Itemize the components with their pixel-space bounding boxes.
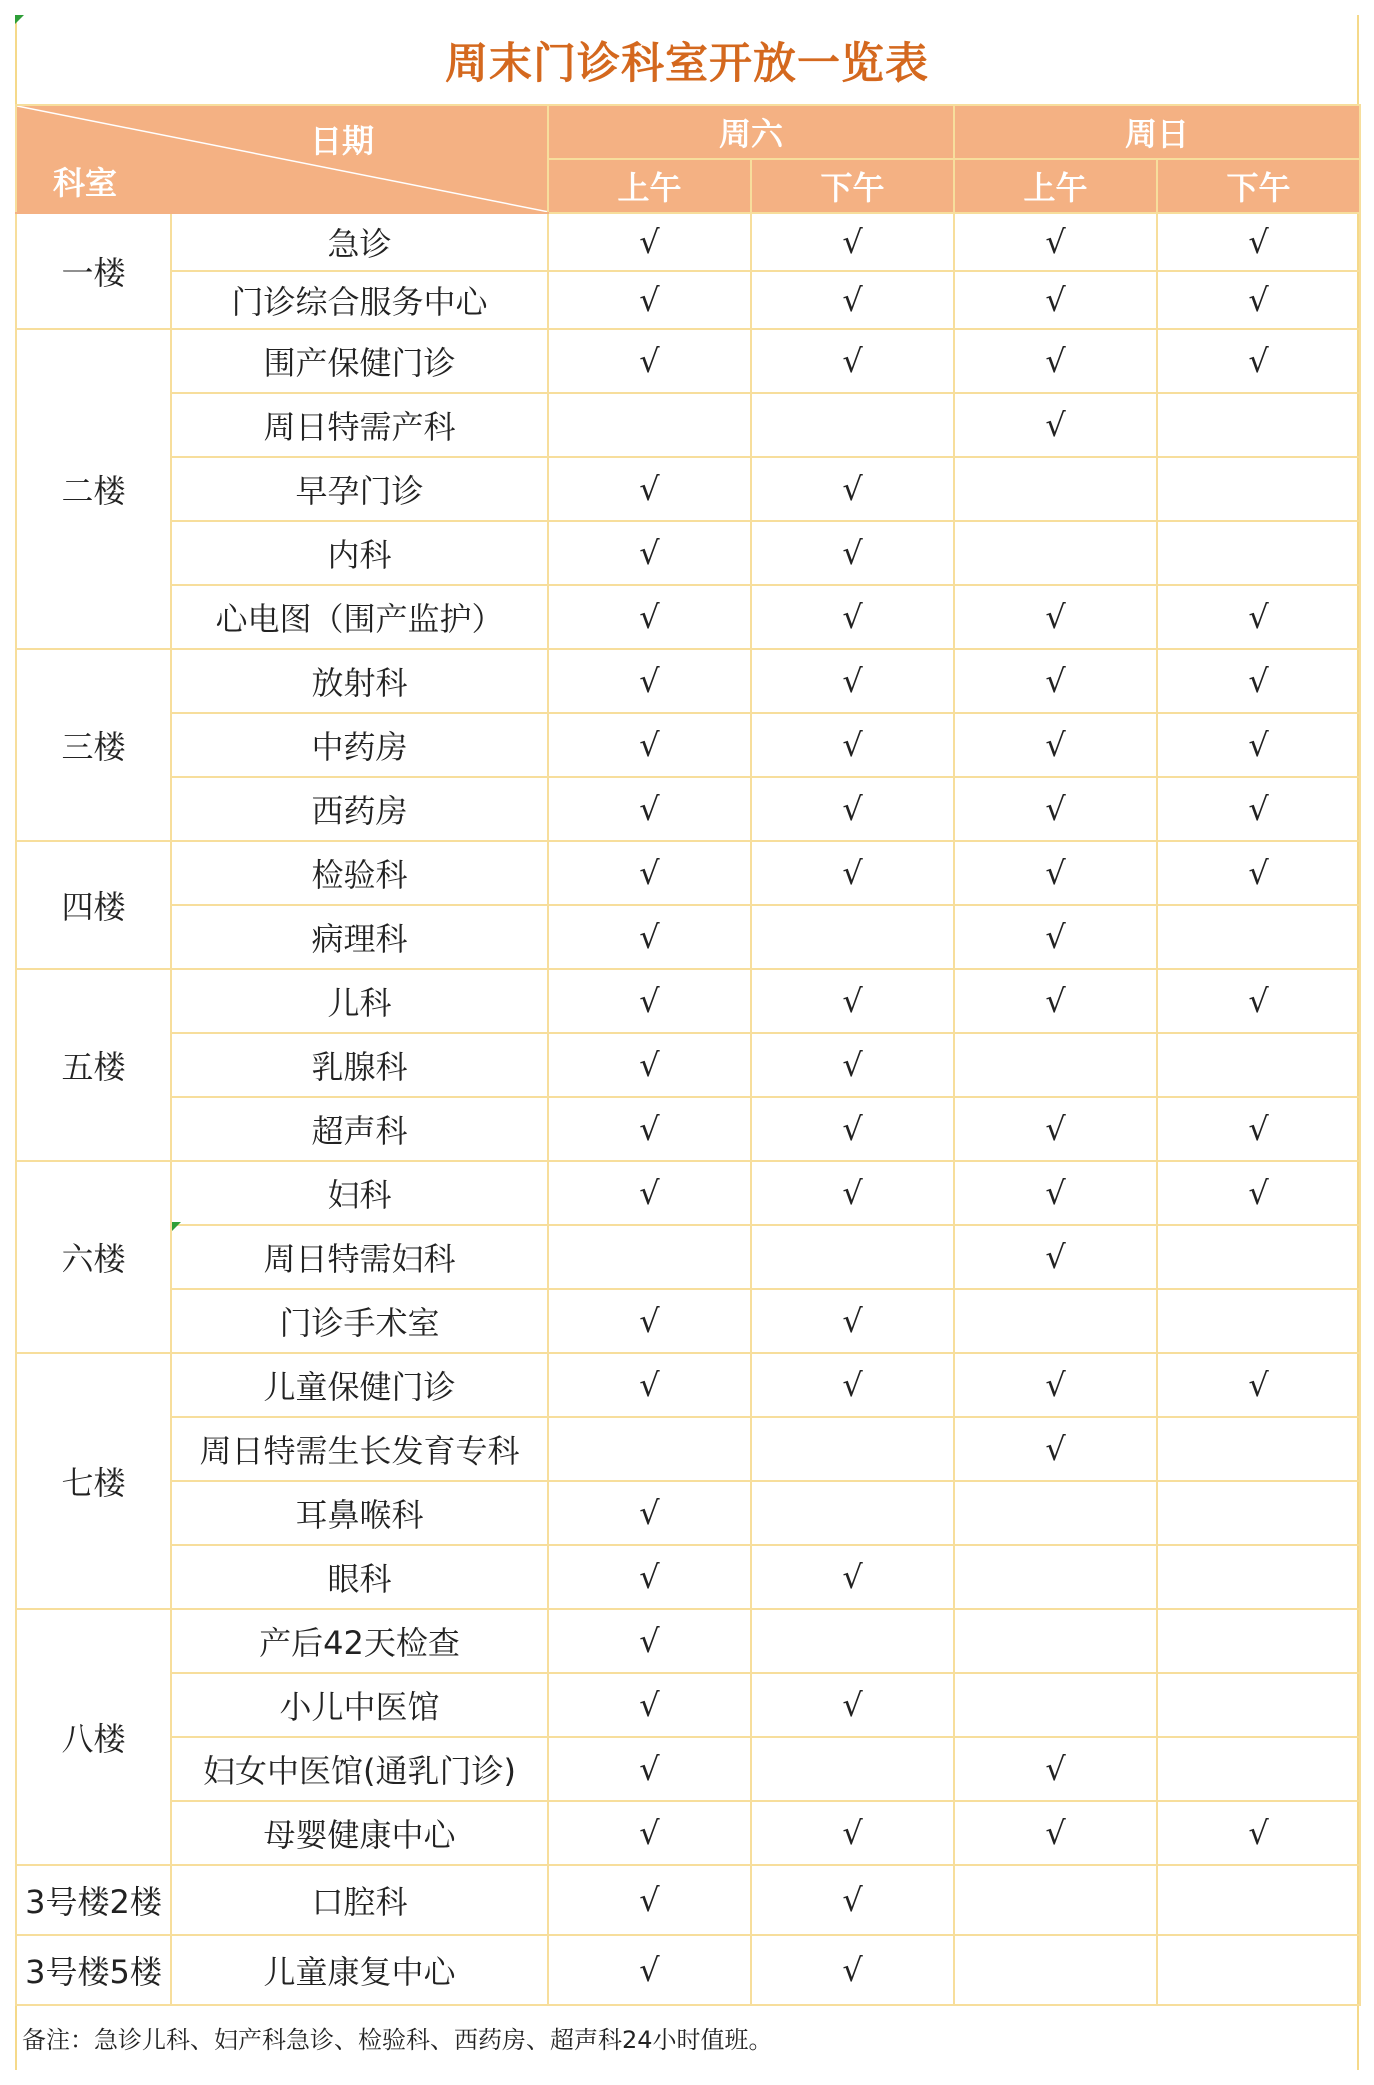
availability-cell-sat-pm — [751, 1609, 954, 1673]
check-mark: √ — [1248, 662, 1269, 700]
department-name: 妇女中医馆(通乳门诊) — [171, 1737, 548, 1801]
availability-cell-sun-am — [954, 329, 1157, 393]
table-row — [16, 713, 1360, 777]
availability-cell-sat-pm — [751, 649, 954, 713]
department-name: 母婴健康中心 — [171, 1801, 548, 1865]
availability-cell-sat-pm — [751, 1737, 954, 1801]
availability-cell-sat-am — [548, 1417, 751, 1481]
availability-cell-sat-am — [548, 1097, 751, 1161]
check-mark: √ — [842, 1558, 863, 1596]
check-mark: √ — [639, 790, 660, 828]
availability-cell-sat-am — [548, 213, 751, 271]
department-name: 放射科 — [171, 649, 548, 713]
availability-cell-sat-pm — [751, 329, 954, 393]
check-mark: √ — [1045, 1110, 1066, 1148]
sunday-pm-header: 下午 — [1157, 159, 1360, 213]
department-name: 急诊 — [171, 213, 548, 271]
availability-cell-sun-am — [954, 713, 1157, 777]
department-name: 超声科 — [171, 1097, 548, 1161]
availability-cell-sun-pm — [1157, 1737, 1360, 1801]
check-mark: √ — [1045, 982, 1066, 1020]
floor-label: 六楼 — [16, 1161, 171, 1353]
check-mark: √ — [842, 1110, 863, 1148]
availability-cell-sun-am — [954, 841, 1157, 905]
check-mark: √ — [639, 598, 660, 636]
check-mark: √ — [842, 854, 863, 892]
check-mark: √ — [639, 1622, 660, 1660]
availability-cell-sun-pm — [1157, 213, 1360, 271]
department-name: 儿科 — [171, 969, 548, 1033]
page-title: 周末门诊科室开放一览表 — [445, 39, 929, 89]
check-mark: √ — [639, 982, 660, 1020]
check-mark: √ — [639, 662, 660, 700]
check-mark: √ — [1045, 1750, 1066, 1788]
floor-label: 二楼 — [16, 329, 171, 649]
table-row — [16, 1737, 1360, 1801]
department-name: 耳鼻喉科 — [171, 1481, 548, 1545]
availability-cell-sat-pm — [751, 1417, 954, 1481]
saturday-am-header: 上午 — [548, 159, 751, 213]
check-mark: √ — [842, 1951, 863, 1989]
availability-cell-sat-am — [548, 1801, 751, 1865]
table-row — [16, 213, 1360, 271]
check-mark: √ — [1045, 1238, 1066, 1276]
availability-cell-sun-pm — [1157, 393, 1360, 457]
availability-cell-sun-pm — [1157, 1417, 1360, 1481]
availability-cell-sun-am — [954, 1481, 1157, 1545]
availability-cell-sun-am — [954, 1033, 1157, 1097]
check-mark: √ — [1248, 1110, 1269, 1148]
availability-cell-sat-pm — [751, 457, 954, 521]
availability-cell-sun-am — [954, 1865, 1157, 1935]
check-mark: √ — [639, 1750, 660, 1788]
check-mark: √ — [1248, 1814, 1269, 1852]
table-row — [16, 1289, 1360, 1353]
availability-cell-sat-pm — [751, 713, 954, 777]
check-mark: √ — [639, 1366, 660, 1404]
diagonal-header-cell — [16, 105, 548, 213]
availability-cell-sun-am — [954, 521, 1157, 585]
schedule-table — [15, 104, 1361, 2006]
check-mark: √ — [1045, 1366, 1066, 1404]
check-mark: √ — [1045, 406, 1066, 444]
check-mark: √ — [1045, 1814, 1066, 1852]
check-mark: √ — [639, 1302, 660, 1340]
sunday-am-header: 上午 — [954, 159, 1157, 213]
check-mark: √ — [1045, 854, 1066, 892]
check-mark: √ — [639, 1881, 660, 1919]
table-row — [16, 841, 1360, 905]
table-row — [16, 329, 1360, 393]
availability-cell-sat-am — [548, 1225, 751, 1289]
check-mark: √ — [1248, 854, 1269, 892]
department-name: 围产保健门诊 — [171, 329, 548, 393]
footnote: 备注：急诊儿科、妇产科急诊、检验科、西药房、超声科24小时值班。 — [22, 2026, 773, 2054]
floor-label: 三楼 — [16, 649, 171, 841]
check-mark: √ — [1248, 223, 1269, 261]
header-row-days — [16, 105, 1360, 159]
availability-cell-sun-am — [954, 1225, 1157, 1289]
availability-cell-sat-pm — [751, 521, 954, 585]
check-mark: √ — [639, 1046, 660, 1084]
department-name: 心电图（围产监护） — [171, 585, 548, 649]
availability-cell-sat-pm — [751, 969, 954, 1033]
check-mark: √ — [639, 534, 660, 572]
availability-cell-sun-pm — [1157, 1161, 1360, 1225]
availability-cell-sun-pm — [1157, 1353, 1360, 1417]
floor-label: 八楼 — [16, 1609, 171, 1865]
availability-cell-sun-am — [954, 1417, 1157, 1481]
cell-marker-icon — [172, 1222, 181, 1231]
availability-cell-sun-am — [954, 1545, 1157, 1609]
check-mark: √ — [1248, 982, 1269, 1020]
availability-cell-sat-am — [548, 585, 751, 649]
check-mark: √ — [639, 918, 660, 956]
department-name: 病理科 — [171, 905, 548, 969]
check-mark: √ — [842, 470, 863, 508]
check-mark: √ — [842, 662, 863, 700]
availability-cell-sat-am — [548, 713, 751, 777]
saturday-header: 周六 — [548, 105, 954, 159]
check-mark: √ — [842, 726, 863, 764]
availability-cell-sat-am — [548, 1353, 751, 1417]
sunday-header: 周日 — [954, 105, 1360, 159]
department-name: 周日特需妇科 — [171, 1225, 548, 1289]
check-mark: √ — [842, 790, 863, 828]
table-row — [16, 1673, 1360, 1737]
check-mark: √ — [639, 1174, 660, 1212]
availability-cell-sun-am — [954, 457, 1157, 521]
table-row — [16, 649, 1360, 713]
availability-cell-sat-pm — [751, 1097, 954, 1161]
availability-cell-sat-pm — [751, 1161, 954, 1225]
availability-cell-sat-am — [548, 329, 751, 393]
department-name: 中药房 — [171, 713, 548, 777]
department-name: 儿童康复中心 — [171, 1935, 548, 2005]
department-name: 门诊综合服务中心 — [171, 271, 548, 329]
check-mark: √ — [842, 1174, 863, 1212]
availability-cell-sat-am — [548, 649, 751, 713]
availability-cell-sun-pm — [1157, 1225, 1360, 1289]
availability-cell-sun-am — [954, 393, 1157, 457]
check-mark: √ — [842, 1814, 863, 1852]
check-mark: √ — [842, 982, 863, 1020]
table-row — [16, 1033, 1360, 1097]
availability-cell-sun-pm — [1157, 585, 1360, 649]
department-name: 口腔科 — [171, 1865, 548, 1935]
check-mark: √ — [639, 1558, 660, 1596]
availability-cell-sun-pm — [1157, 969, 1360, 1033]
check-mark: √ — [639, 1686, 660, 1724]
availability-cell-sat-pm — [751, 213, 954, 271]
check-mark: √ — [639, 726, 660, 764]
department-name: 产后42天检查 — [171, 1609, 548, 1673]
check-mark: √ — [1045, 223, 1066, 261]
availability-cell-sat-am — [548, 969, 751, 1033]
availability-cell-sun-am — [954, 1935, 1157, 2005]
availability-cell-sat-pm — [751, 841, 954, 905]
check-mark: √ — [639, 281, 660, 319]
availability-cell-sat-pm — [751, 777, 954, 841]
check-mark: √ — [842, 1686, 863, 1724]
department-name: 内科 — [171, 521, 548, 585]
availability-cell-sat-pm — [751, 1353, 954, 1417]
availability-cell-sat-pm — [751, 1481, 954, 1545]
check-mark: √ — [639, 1110, 660, 1148]
check-mark: √ — [1248, 281, 1269, 319]
check-mark: √ — [1248, 726, 1269, 764]
check-mark: √ — [1045, 790, 1066, 828]
room-header-label: 科室 — [53, 164, 118, 202]
table-row — [16, 457, 1360, 521]
availability-cell-sat-am — [548, 1161, 751, 1225]
check-mark: √ — [1045, 1174, 1066, 1212]
check-mark: √ — [842, 223, 863, 261]
availability-cell-sun-pm — [1157, 1097, 1360, 1161]
availability-cell-sun-am — [954, 905, 1157, 969]
table-row — [16, 1935, 1360, 2005]
availability-cell-sat-pm — [751, 1289, 954, 1353]
check-mark: √ — [842, 1302, 863, 1340]
floor-label: 3号楼2楼 — [16, 1865, 171, 1935]
availability-cell-sun-pm — [1157, 713, 1360, 777]
availability-cell-sun-pm — [1157, 649, 1360, 713]
availability-cell-sun-am — [954, 1673, 1157, 1737]
check-mark: √ — [639, 854, 660, 892]
availability-cell-sun-am — [954, 1801, 1157, 1865]
availability-cell-sun-pm — [1157, 1481, 1360, 1545]
table-row — [16, 271, 1360, 329]
floor-label: 一楼 — [16, 213, 171, 329]
availability-cell-sat-pm — [751, 1225, 954, 1289]
department-name: 周日特需生长发育专科 — [171, 1417, 548, 1481]
check-mark: √ — [639, 1494, 660, 1532]
check-mark: √ — [842, 1881, 863, 1919]
availability-cell-sun-pm — [1157, 777, 1360, 841]
availability-cell-sat-am — [548, 841, 751, 905]
table-row — [16, 585, 1360, 649]
department-name: 妇科 — [171, 1161, 548, 1225]
availability-cell-sat-pm — [751, 1935, 954, 2005]
check-mark: √ — [1045, 918, 1066, 956]
availability-cell-sat-pm — [751, 1033, 954, 1097]
department-name: 门诊手术室 — [171, 1289, 548, 1353]
department-name: 小儿中医馆 — [171, 1673, 548, 1737]
check-mark: √ — [1248, 342, 1269, 380]
availability-cell-sat-am — [548, 1673, 751, 1737]
availability-cell-sun-pm — [1157, 841, 1360, 905]
availability-cell-sat-am — [548, 393, 751, 457]
department-name: 检验科 — [171, 841, 548, 905]
availability-cell-sat-pm — [751, 1865, 954, 1935]
availability-cell-sat-pm — [751, 1545, 954, 1609]
availability-cell-sun-am — [954, 1353, 1157, 1417]
date-header-label: 日期 — [309, 122, 374, 160]
availability-cell-sun-pm — [1157, 1865, 1360, 1935]
check-mark: √ — [842, 534, 863, 572]
availability-cell-sun-pm — [1157, 457, 1360, 521]
availability-cell-sat-pm — [751, 271, 954, 329]
availability-cell-sat-pm — [751, 1673, 954, 1737]
floor-label: 四楼 — [16, 841, 171, 969]
availability-cell-sun-am — [954, 585, 1157, 649]
availability-cell-sat-am — [548, 777, 751, 841]
check-mark: √ — [1045, 598, 1066, 636]
table-row — [16, 1417, 1360, 1481]
floor-label: 七楼 — [16, 1353, 171, 1609]
check-mark: √ — [639, 470, 660, 508]
table-row — [16, 1225, 1360, 1289]
availability-cell-sun-pm — [1157, 905, 1360, 969]
availability-cell-sat-am — [548, 1545, 751, 1609]
availability-cell-sun-am — [954, 213, 1157, 271]
check-mark: √ — [1248, 1174, 1269, 1212]
department-name: 西药房 — [171, 777, 548, 841]
check-mark: √ — [1248, 598, 1269, 636]
check-mark: √ — [1045, 1430, 1066, 1468]
check-mark: √ — [1248, 790, 1269, 828]
check-mark: √ — [1045, 281, 1066, 319]
availability-cell-sat-am — [548, 905, 751, 969]
availability-cell-sat-am — [548, 1481, 751, 1545]
availability-cell-sun-am — [954, 777, 1157, 841]
availability-cell-sat-am — [548, 521, 751, 585]
check-mark: √ — [639, 342, 660, 380]
check-mark: √ — [842, 342, 863, 380]
check-mark: √ — [1045, 662, 1066, 700]
table-row — [16, 1161, 1360, 1225]
table-row — [16, 521, 1360, 585]
availability-cell-sun-pm — [1157, 1033, 1360, 1097]
availability-cell-sun-pm — [1157, 1935, 1360, 2005]
availability-cell-sun-am — [954, 1289, 1157, 1353]
check-mark: √ — [1045, 726, 1066, 764]
availability-cell-sun-pm — [1157, 1801, 1360, 1865]
department-name: 周日特需产科 — [171, 393, 548, 457]
availability-cell-sat-pm — [751, 1801, 954, 1865]
availability-cell-sun-pm — [1157, 329, 1360, 393]
department-name: 儿童保健门诊 — [171, 1353, 548, 1417]
table-row — [16, 1865, 1360, 1935]
department-name: 眼科 — [171, 1545, 548, 1609]
department-name: 乳腺科 — [171, 1033, 548, 1097]
floor-label: 五楼 — [16, 969, 171, 1161]
availability-cell-sun-pm — [1157, 1609, 1360, 1673]
table-row — [16, 393, 1360, 457]
availability-cell-sat-am — [548, 271, 751, 329]
check-mark: √ — [842, 598, 863, 636]
availability-cell-sat-pm — [751, 905, 954, 969]
availability-cell-sun-pm — [1157, 1545, 1360, 1609]
availability-cell-sat-am — [548, 1935, 751, 2005]
availability-cell-sat-am — [548, 1609, 751, 1673]
availability-cell-sun-am — [954, 271, 1157, 329]
table-row — [16, 777, 1360, 841]
availability-cell-sun-am — [954, 1609, 1157, 1673]
availability-cell-sun-am — [954, 1161, 1157, 1225]
availability-cell-sun-am — [954, 649, 1157, 713]
table-row — [16, 1353, 1360, 1417]
department-name: 早孕门诊 — [171, 457, 548, 521]
availability-cell-sun-am — [954, 1737, 1157, 1801]
check-mark: √ — [842, 1366, 863, 1404]
availability-cell-sun-am — [954, 969, 1157, 1033]
availability-cell-sat-am — [548, 1737, 751, 1801]
saturday-pm-header: 下午 — [751, 159, 954, 213]
table-row — [16, 1545, 1360, 1609]
availability-cell-sat-pm — [751, 585, 954, 649]
availability-cell-sat-am — [548, 1289, 751, 1353]
availability-cell-sat-am — [548, 457, 751, 521]
table-row — [16, 1481, 1360, 1545]
availability-cell-sun-pm — [1157, 1289, 1360, 1353]
availability-cell-sat-am — [548, 1033, 751, 1097]
availability-cell-sun-am — [954, 1097, 1157, 1161]
check-mark: √ — [1045, 342, 1066, 380]
check-mark: √ — [639, 1951, 660, 1989]
availability-cell-sun-pm — [1157, 521, 1360, 585]
floor-label: 3号楼5楼 — [16, 1935, 171, 2005]
check-mark: √ — [1248, 1366, 1269, 1404]
availability-cell-sat-am — [548, 1865, 751, 1935]
table-row — [16, 1097, 1360, 1161]
availability-cell-sat-pm — [751, 393, 954, 457]
check-mark: √ — [639, 1814, 660, 1852]
table-row — [16, 905, 1360, 969]
table-row — [16, 1801, 1360, 1865]
table-row — [16, 969, 1360, 1033]
availability-cell-sun-pm — [1157, 271, 1360, 329]
availability-cell-sun-pm — [1157, 1673, 1360, 1737]
check-mark: √ — [842, 1046, 863, 1084]
check-mark: √ — [639, 223, 660, 261]
table-row — [16, 1609, 1360, 1673]
check-mark: √ — [842, 281, 863, 319]
